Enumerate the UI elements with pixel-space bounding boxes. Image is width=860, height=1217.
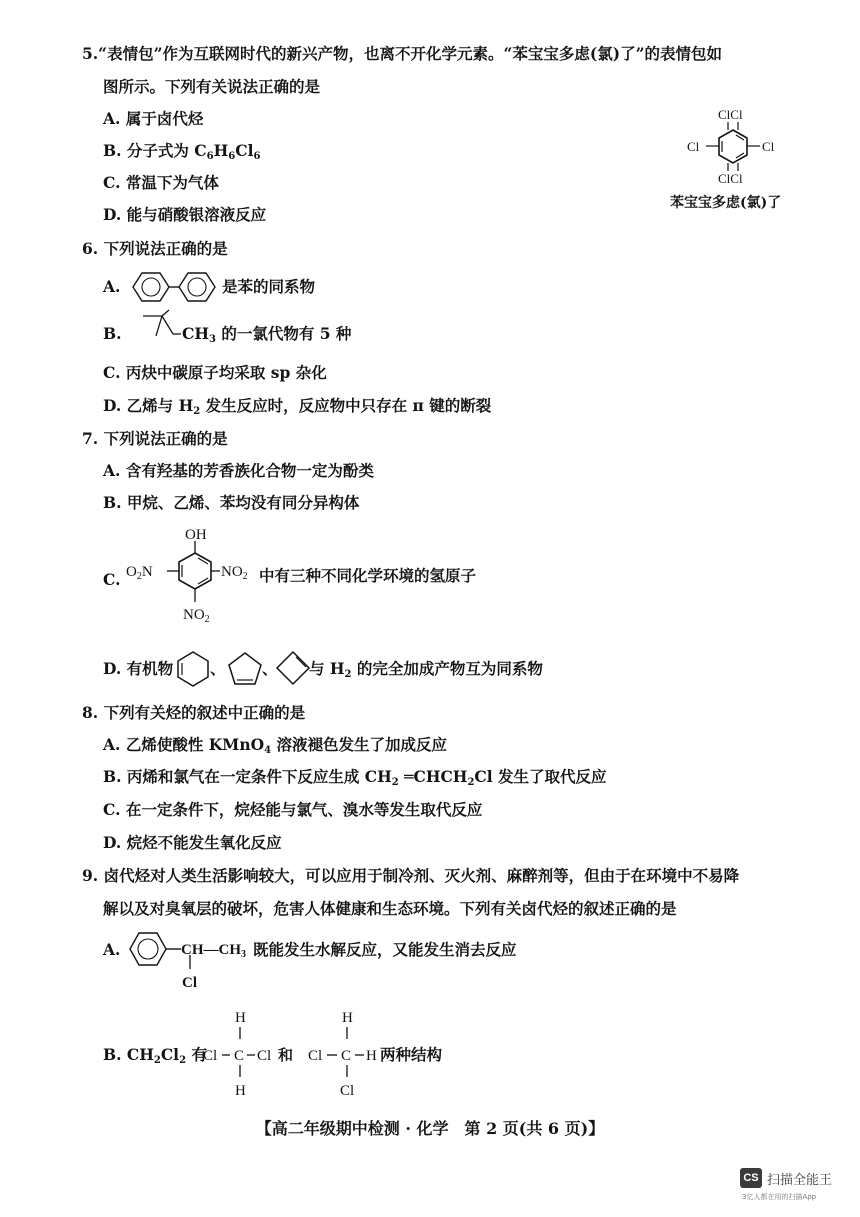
q7-option-c-text: 中有三种不同化学环境的氢原子	[259, 566, 477, 585]
svg-text:C: C	[234, 1048, 245, 1064]
q7-option-d-sep1: 、	[210, 659, 226, 678]
svg-text:H: H	[235, 1083, 246, 1099]
q6-option-a-label: A.	[103, 277, 121, 296]
hexachlorobenzene-figure	[670, 103, 790, 198]
watermark-tagline: 3亿人都在用的扫描App	[742, 1193, 817, 1201]
q9-option-a-text: 既能发生水解反应，又能发生消去反应	[253, 940, 517, 959]
q5-option-b: B. 分子式为 $C_6H_6Cl_6$	[103, 141, 261, 162]
q7-option-d-sep2: 、	[262, 659, 278, 678]
svg-text:C: C	[341, 1048, 352, 1064]
cl-substituent: Cl	[182, 975, 197, 991]
q5-option-d: D. 能与硝酸银溶液反应	[103, 205, 267, 224]
no2-bottom-group: $NO_2$	[183, 607, 210, 625]
svg-text:Cl: Cl	[257, 1048, 272, 1064]
svg-text:Cl: Cl	[340, 1083, 355, 1099]
q7-option-d-post: 与 $H_2$ 的完全加成产物互为同系物	[309, 659, 543, 680]
fig-cl-bottom: ClCl	[718, 171, 743, 186]
cyclobutene-structure	[275, 650, 311, 688]
q7-option-d-pre: D. 有机物	[103, 659, 174, 678]
svg-text:H: H	[366, 1048, 377, 1064]
q9-option-a-label: A.	[103, 940, 121, 959]
ch-ch3-chain: $CH—CH_3$	[181, 942, 246, 960]
fig-cl-top: ClCl	[718, 107, 743, 122]
oh-group: OH	[185, 527, 207, 543]
svg-text:H: H	[235, 1010, 246, 1026]
cyclohexene-structure	[175, 650, 211, 688]
q5-option-c: C. 常温下为气体	[103, 173, 219, 192]
watermark-app-name: 扫描全能王	[767, 1173, 833, 1188]
q6-option-b-text: $CH_3$ 的一氯代物有 5 种	[182, 324, 352, 345]
q7-option-b: B. 甲烷、乙烯、苯均没有同分异构体	[103, 493, 360, 512]
no2-right-group: $NO_2$	[221, 564, 248, 582]
q5-option-a: A. 属于卤代烃	[103, 109, 204, 128]
q8-option-a: A. 乙烯使酸性 KMnO$_4$ 溶液褪色发生了加成反应	[103, 735, 447, 756]
q8-stem: 8. 下列有关烃的叙述中正确的是	[82, 703, 306, 722]
q7-option-a: A. 含有羟基的芳香族化合物一定为酚类	[103, 461, 374, 480]
no2-left-group: $O_2N$	[126, 564, 153, 582]
q9-stem-line2: 解以及对臭氧层的破坏，危害人体健康和生态环境。下列有关卤代烃的叙述正确的是	[103, 899, 677, 918]
q6-option-d: D. 乙烯与 $H_2$ 发生反应时，反应物中只存在 π 键的断裂	[103, 396, 492, 417]
q9-option-b-text: 两种结构	[380, 1045, 443, 1064]
biphenyl-structure	[130, 270, 225, 304]
q8-option-b: B. 丙烯和氯气在一定条件下反应生成 $CH_2$ $═CHCH_2Cl$ 发生了取代反应	[103, 767, 607, 788]
q6-option-a-text: 是苯的同系物	[222, 277, 316, 296]
svg-text:Cl: Cl	[308, 1048, 323, 1064]
fig-cl-right: Cl	[762, 139, 775, 154]
q6-option-c: C. 丙炔中碳原子均采取 sp 杂化	[103, 363, 327, 382]
q5-figure-caption: 苯宝宝多虑(氯)了	[670, 195, 782, 211]
picric-acid-structure	[120, 520, 260, 635]
svg-text:和: 和	[278, 1048, 294, 1064]
cyclopentene-structure	[225, 650, 265, 688]
q7-option-c-label: C.	[103, 570, 121, 589]
q5-stem-line1: 5.“表情包”作为互联网时代的新兴产物，也离不开化学元素。“苯宝宝多虑(氯)了”的表情包如	[82, 44, 723, 63]
q5-stem-line2: 图所示。下列有关说法正确的是	[103, 77, 321, 96]
svg-text:H: H	[342, 1010, 353, 1026]
alkyl-skeleton	[135, 308, 185, 348]
svg-text:Cl: Cl	[203, 1048, 218, 1064]
q7-stem: 7. 下列说法正确的是	[82, 429, 228, 448]
camscanner-logo-icon: CS	[740, 1168, 762, 1188]
chloroethylbenzene-structure	[124, 929, 274, 999]
q8-option-c: C. 在一定条件下，烷烃能与氯气、溴水等发生取代反应	[103, 800, 483, 819]
page-footer: 【高二年级期中检测 · 化学 第 2 页(共 6 页)】	[255, 1119, 605, 1138]
q9-option-b-pre: B. $CH_2Cl_2$ 有	[103, 1045, 207, 1066]
q6-stem: 6. 下列说法正确的是	[82, 239, 228, 258]
q9-stem-line1: 9. 卤代烃对人类生活影响较大，可以应用于制冷剂、灭火剂、麻醉剂等，但由于在环境中不易降	[82, 866, 740, 885]
q8-option-d: D. 烷烃不能发生氧化反应	[103, 833, 282, 852]
fig-cl-left: Cl	[687, 139, 700, 154]
q6-option-b-label: B.	[103, 324, 122, 343]
